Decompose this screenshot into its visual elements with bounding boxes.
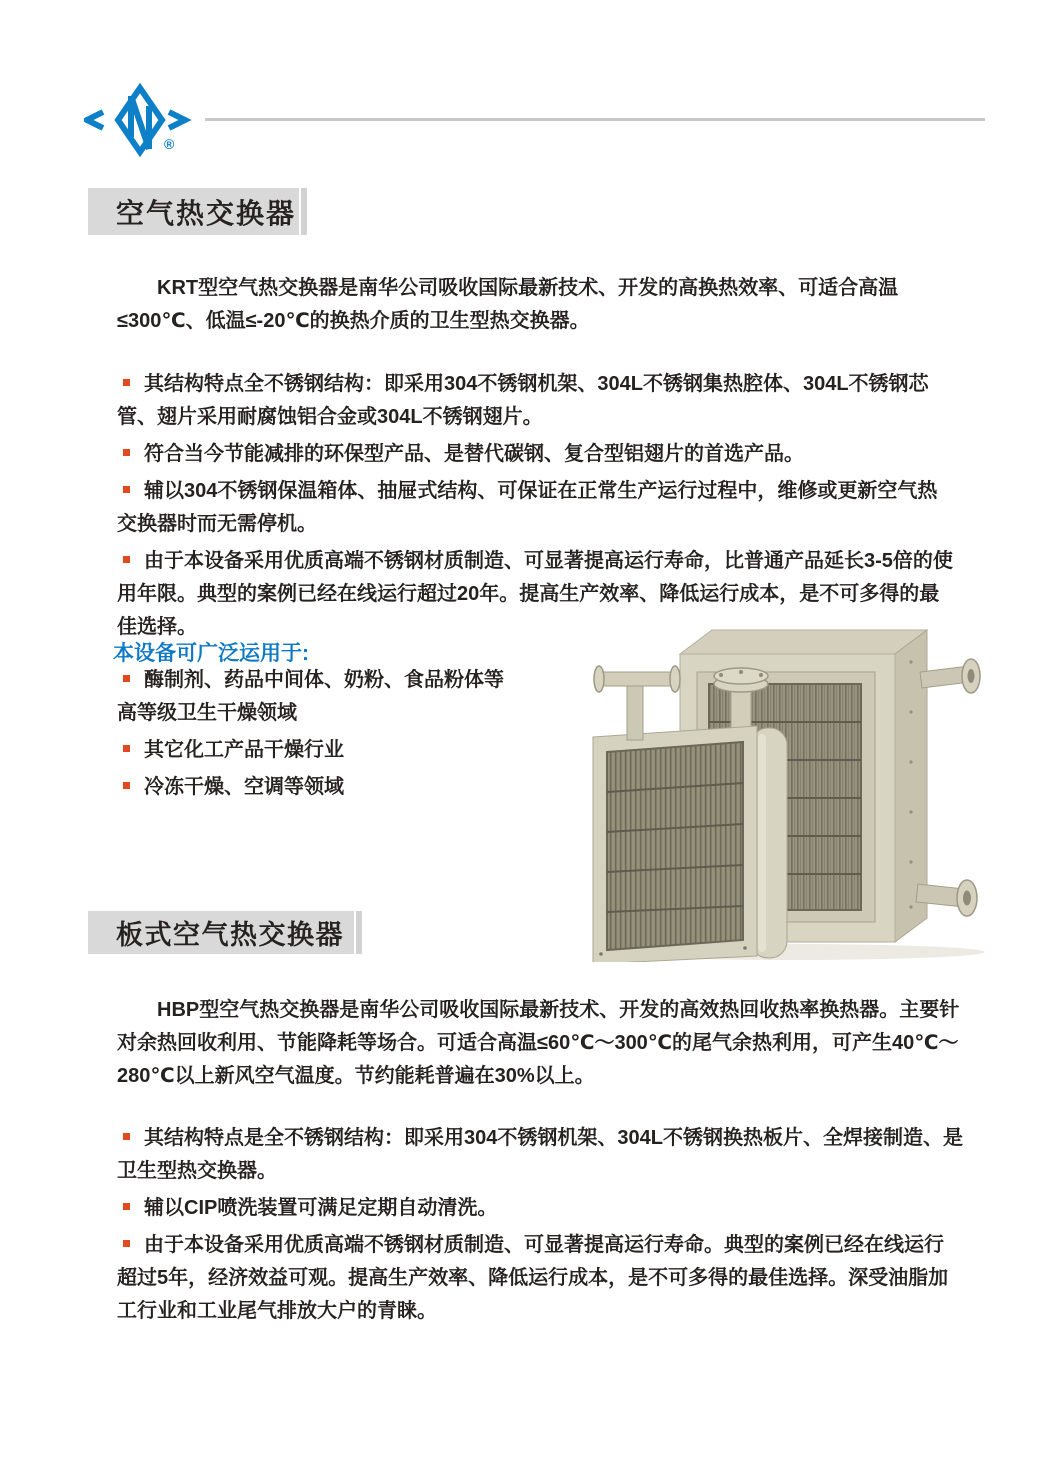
applications-heading: 本设备可广泛运用于: [113, 642, 309, 665]
feature-text: 辅以304不锈钢保温箱体、抽屉式结构、可保证在正常生产运行过程中，维修或更新空气热交换器时而无需停机。 [117, 480, 938, 535]
feature-item [117, 438, 957, 471]
bullet-square-icon [123, 745, 130, 752]
feature-text: 符合当今节能减排的环保型产品、是替代碳钢、复合型铝翅片的首选产品。 [144, 443, 804, 465]
bullet-square-icon [123, 449, 130, 456]
application-item [117, 734, 515, 767]
feature-text: 由于本设备采用优质高端不锈钢材质制造、可显著提高运行寿命。典型的案例已经在线运行超过5年，经济效益可观。提高生产效率、降低运行成本，是不可多得的最佳选择。深受油脂加工行业和工业尾气排放大户的青睐。 [117, 1234, 949, 1322]
application-text: 其它化工产品干燥行业 [144, 739, 344, 761]
section1-feature-list [117, 368, 957, 644]
bullet-square-icon [123, 782, 130, 789]
section-title-text: 空气热交换器 [116, 197, 297, 229]
feature-text: 其结构特点全不锈钢结构：即采用304不锈钢机架、304L不锈钢集热腔体、304L不锈钢芯管、翅片采用耐腐蚀铝合金或304L不锈钢翅片。 [117, 373, 929, 428]
heat-exchanger-photo-illustration [575, 622, 1005, 962]
section-title-side-bar [301, 188, 307, 235]
bullet-square-icon [123, 379, 130, 386]
feature-text: 辅以CIP喷洗装置可满足定期自动清洗。 [144, 1197, 498, 1219]
header-divider-rule [205, 118, 985, 121]
product-photo [575, 622, 1005, 962]
section-title-side-bar [356, 911, 362, 954]
bullet-square-icon [123, 1240, 130, 1247]
bullet-square-icon [123, 556, 130, 563]
company-logo [84, 83, 196, 165]
section1-intro-paragraph: KRT型空气热交换器是南华公司吸收国际最新技术、开发的高换热效率、可适合高温≤300℃、低温≤-20℃的换热介质的卫生型热交换器。 [117, 277, 899, 332]
feature-item [117, 1122, 963, 1188]
registered-trademark-symbol: ® [164, 136, 175, 152]
feature-item [117, 1192, 963, 1225]
bullet-square-icon [123, 1133, 130, 1140]
section-title-air-heat-exchanger [88, 188, 299, 235]
feature-text: 其结构特点是全不锈钢结构：即采用304不锈钢机架、304L不锈钢换热板片、全焊接制造、是卫生型热交换器。 [117, 1127, 963, 1182]
application-item [117, 664, 515, 730]
feature-item [117, 1229, 963, 1328]
feature-text: 由于本设备采用优质高端不锈钢材质制造、可显著提高运行寿命，比普通产品延长3-5倍的使用年限。典型的案例已经在线运行超过20年。提高生产效率、降低运行成本，是不可多得的最佳选择。 [117, 550, 953, 638]
application-item [117, 771, 515, 804]
section2-feature-list [117, 1122, 963, 1328]
feature-item [117, 368, 957, 434]
diamond-n-logo-icon [84, 83, 196, 165]
section-title-plate-air-heat-exchanger [88, 911, 354, 954]
bullet-square-icon [123, 1203, 130, 1210]
applications-list [117, 664, 515, 804]
application-text: 冷冻干燥、空调等领域 [144, 776, 344, 798]
section-title-text: 板式空气热交换器 [116, 920, 344, 950]
feature-item [117, 475, 957, 541]
bullet-square-icon [123, 486, 130, 493]
section2-intro-paragraph: HBP型空气热交换器是南华公司吸收国际最新技术、开发的高效热回收热率换热器。主要针对余热回收利用、节能降耗等场合。可适合高温≤60℃～300℃的尾气余热利用，可产生40℃～280℃以上新风空气温度。节约能耗普遍在30%以上。 [117, 999, 960, 1087]
application-text: 酶制剂、药品中间体、奶粉、食品粉体等高等级卫生干燥领域 [117, 669, 504, 724]
bullet-square-icon [123, 675, 130, 682]
